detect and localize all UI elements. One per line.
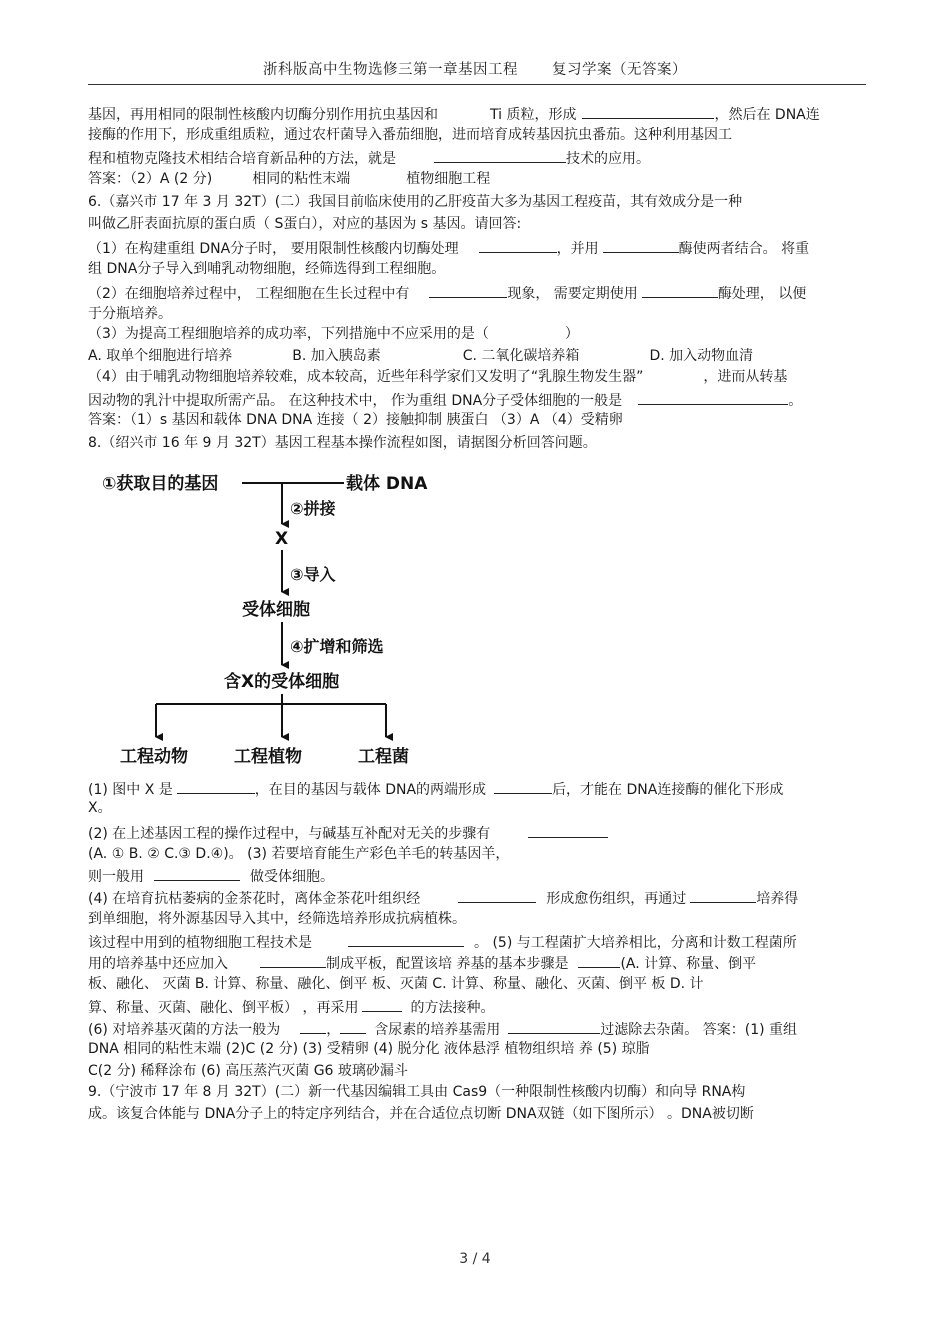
- question-line: 8.（绍兴市 16 年 9 月 32T）基因工程基本操作流程如图，请据图分析回答问题。: [88, 435, 597, 451]
- text-line: 用的培养基中还应加入 制成平板，配置该培 养基的基本步骤是 (A. 计算、称量、倒平: [88, 953, 756, 973]
- step4-label: ④扩增和筛选: [290, 637, 384, 656]
- text-line: (2) 在上述基因工程的操作过程中，与碱基互补配对无关的步骤有: [88, 823, 608, 843]
- text-line: （1）在构建重组 DNA分子时， 要用限制性核酸内切酶处理 ，并用 酶使两者结合。 将重: [88, 238, 809, 258]
- answer-blank[interactable]: [260, 953, 326, 968]
- answer-blank[interactable]: [434, 148, 566, 163]
- recipient-x-label: 含X的受体细胞: [224, 672, 340, 692]
- page-header: [0, 58, 950, 79]
- page-number: 3 / 4: [459, 1251, 491, 1267]
- options-line: A. 取单个细胞进行培养 B. 加入胰岛素 C. 二氧化碳培养箱 D. 加入动物血清: [88, 348, 754, 364]
- answer-blank[interactable]: [494, 779, 552, 794]
- question-line: 6.（嘉兴市 17 年 3 月 32T）(二）我国目前临床使用的乙肝疫苗大多为基因工程疫苗，其有效成分是一种: [88, 194, 743, 210]
- text-line: 因动物的乳汁中提取所需产品。 在这种技术中， 作为重组 DNA分子受体细胞的一般是 。: [88, 390, 802, 410]
- answer-blank[interactable]: [429, 283, 507, 298]
- x-label: X: [275, 529, 289, 549]
- text-line: 叫做乙肝表面抗原的蛋白质（ S蛋白），对应的基因为 s 基因。请回答:: [88, 216, 522, 232]
- text-line: (1) 图中 X 是 ，在目的基因与载体 DNA的两端形成 后，才能在 DNA连接酶的催化下形成: [88, 779, 783, 799]
- text-line: 则一般用 做受体细胞。: [88, 866, 334, 886]
- answer-line: C(2 分) 稀释涂布 (6) 高压蒸汽灭菌 G6 玻璃砂漏斗: [88, 1063, 408, 1079]
- text-line: （3）为提高工程细胞培养的成功率，下列措施中不应采用的是（ ）: [88, 326, 579, 342]
- text-line: 程和植物克隆技术相结合培育新品种的方法，就是 技术的应用。: [88, 148, 650, 168]
- text-line: 成。该复合体能与 DNA分子上的特定序列结合，并在合适位点切断 DNA双链（如下图所示） 。DNA被切断: [88, 1106, 754, 1122]
- answer-blank[interactable]: [508, 1019, 600, 1034]
- step1-label: ①获取目的基因: [102, 474, 219, 494]
- header-rule: [88, 84, 866, 85]
- text-line: （2）在细胞培养过程中， 工程细胞在生长过程中有 现象， 需要定期使用 酶处理， 以便: [88, 283, 806, 303]
- text-line: (4) 在培育抗枯萎病的金茶花时，离体金茶花叶组织经 形成愈伤组织，再通过 培养得: [88, 888, 798, 908]
- answer-blank[interactable]: [348, 932, 464, 947]
- text-line: 基因，再用相同的限制性核酸内切酶分别作用抗虫基因和 Ti 质粒，形成 ，然后在 DNA连: [88, 104, 820, 124]
- answer-blank[interactable]: [642, 283, 718, 298]
- text-line: （4）由于哺乳动物细胞培养较难，成本较高，近些年科学家们又发明了“乳腺生物发生器” ，进而从转基: [88, 369, 788, 385]
- step3-label: ③导入: [290, 565, 336, 584]
- plant-label: 工程植物: [234, 747, 302, 767]
- gene-engineering-flowchart: [96, 462, 456, 772]
- text-line: 该过程中用到的植物细胞工程技术是 。 (5) 与工程菌扩大培养相比，分离和计数工程菌所: [88, 932, 797, 952]
- answer-line: 答案：（2）A (2 分) 相同的粘性末端 植物细胞工程: [88, 171, 491, 187]
- answer-blank[interactable]: [340, 1019, 366, 1034]
- vector-label: 载体 DNA: [346, 474, 428, 494]
- text-line: 到单细胞，将外源基因导入其中，经筛选培养形成抗病植株。: [88, 911, 466, 927]
- answer-blank[interactable]: [603, 238, 679, 253]
- step2-label: ②拼接: [290, 499, 336, 518]
- answer-line: 答案：（1）s 基因和载体 DNA DNA 连接（ 2）接触抑制 胰蛋白 （3）A （4）受精卵: [88, 412, 623, 428]
- text-line: (A. ① B. ② C.③ D.④)。 (3) 若要培育能生产彩色羊毛的转基因羊，: [88, 846, 510, 862]
- answer-blank[interactable]: [638, 390, 788, 405]
- text-line: X。: [88, 800, 112, 816]
- text-line: 算、称量、灭菌、融化、倒平板） ，再采用 的方法接种。: [88, 997, 494, 1017]
- header-title: 浙科版高中生物选修三第一章基因工程: [263, 62, 518, 78]
- animal-label: 工程动物: [120, 747, 188, 767]
- text-line: 于分瓶培养。: [88, 306, 172, 322]
- answer-line: DNA 相同的粘性末端 (2)C (2 分) (3) 受精卵 (4) 脱分化 液体悬浮 植物组织培 养 (5) 琼脂: [88, 1041, 650, 1057]
- answer-blank[interactable]: [177, 779, 255, 794]
- text-line: 接酶的作用下，形成重组质粒，通过农杆菌导入番茄细胞，进而培育成转基因抗虫番茄。这种利用基因工: [88, 127, 732, 143]
- answer-blank[interactable]: [362, 997, 402, 1012]
- answer-blank[interactable]: [458, 888, 536, 903]
- answer-blank[interactable]: [300, 1019, 326, 1034]
- question-line: 9.（宁波市 17 年 8 月 32T）(二）新一代基因编辑工具由 Cas9（一种限制性核酸内切酶）和向导 RNA构: [88, 1084, 746, 1100]
- bacteria-label: 工程菌: [358, 747, 409, 767]
- answer-blank[interactable]: [578, 953, 620, 968]
- text-line: 组 DNA分子导入到哺乳动物细胞，经筛选得到工程细胞。: [88, 261, 446, 277]
- answer-blank[interactable]: [582, 104, 714, 119]
- answer-blank[interactable]: [479, 238, 557, 253]
- options-line: 板、融化、 灭菌 B. 计算、称量、融化、倒平 板、灭菌 C. 计算、称量、融化、灭菌、倒平 板 D. 计: [88, 976, 704, 992]
- answer-blank[interactable]: [528, 823, 608, 838]
- answer-blank[interactable]: [690, 888, 756, 903]
- header-subtitle: 复习学案（无答案）: [552, 62, 687, 78]
- answer-blank[interactable]: [154, 866, 240, 881]
- recipient-label: 受体细胞: [242, 600, 310, 620]
- text-line: (6) 对培养基灭菌的方法一般为 ， 含尿素的培养基需用 过滤除去杂菌。 答案：(1) 重组: [88, 1019, 797, 1039]
